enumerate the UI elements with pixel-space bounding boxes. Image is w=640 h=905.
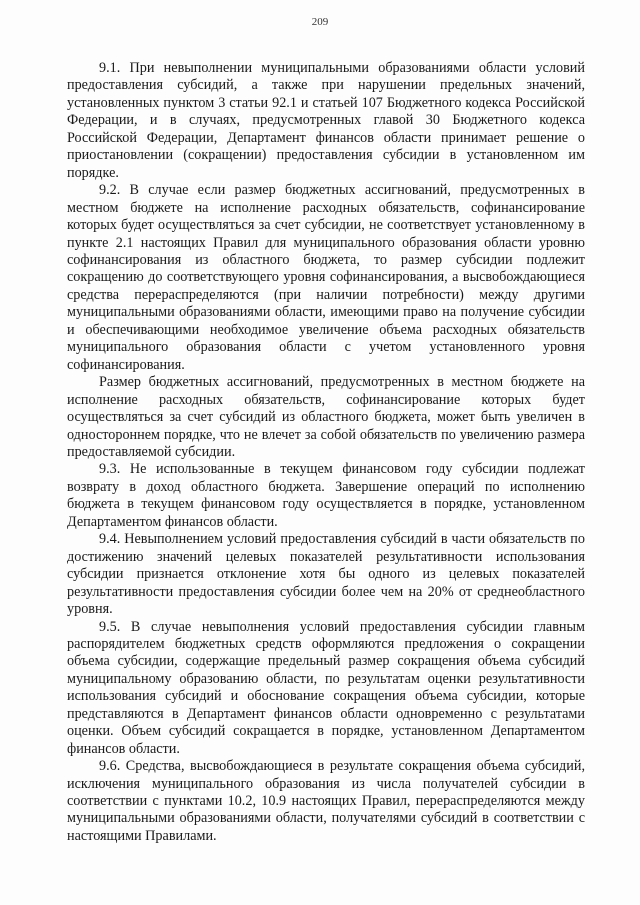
paragraph-9-3: 9.3. Не использованные в текущем финансовом году субсидии подлежат возврату в доход областного бюджета. Завершение операций по исполнению бюджета в текущем финансовом году осуществляется в порядке, установленном Департаментом финансов области. [67, 461, 585, 530]
paragraph-9-5: 9.5. В случае невыполнения условий предоставления субсидии главным распорядителем бюджетных средств оформляются предложения о сокращении объема субсидии, содержащие предельный размер сокращения объема субсидий муниципальному образованию области, по результатам оценки результативности использования субсидий и обоснование сокращения объема субсидии, которые представляются в Департамент финансов области одновременно с результатами оценки. Объем субсидий сокращается в порядке, установленном Департаментом финансов области. [67, 618, 585, 757]
paragraph-9-2: 9.2. В случае если размер бюджетных ассигнований, предусмотренных в местном бюджете на исполнение расходных обязательств, софинансирование которых будет осуществляться за счет субсидии, не соответствует установленному в пункте 2.1 настоящих Правил для муниципального образования области уровню софинансирования из областного бюджета, то размер субсидии подлежит сокращению до соответствующего уровня софинансирования, а высвобождающиеся средства перераспределяются (при наличии потребности) между другими муниципальными образованиями области, имеющими право на получение субсидии и обеспечивающими необходимое увеличение объема расходных обязательств муниципального образования области с учетом установленного уровня софинансирования. [67, 182, 585, 373]
paragraph-9-6: 9.6. Средства, высвобождающиеся в результате сокращения объема субсидий, исключения муниципального образования из числа получателей субсидии в соответствии с пунктами 10.2, 10.9 настоящих Правил, перераспределяются между муниципальными образованиями области, получателями субсидий в соответствии с настоящими Правилами. [67, 758, 585, 844]
page-number: 209 [311, 16, 329, 28]
paragraph-9-2-continuation: Размер бюджетных ассигнований, предусмотренных в местном бюджете на исполнение расходных обязательств, софинансирование которых будет осуществляться за счет субсидий из областного бюджета, может быть увеличен в одностороннем порядке, что не влечет за собой обязательств по увеличению размера предоставляемой субсидии. [67, 374, 585, 460]
paragraph-9-1: 9.1. При невыполнении муниципальными образованиями области условий предоставления субсидий, а также при нарушении предельных значений, установленных пунктом 3 статьи 92.1 и статьей 107 Бюджетного кодекса Российской Федерации, и в случаях, предусмотренных главой 30 Бюджетного кодекса Российской Федерации, Департамент финансов области принимает решение о приостановлении (сокращении) предоставления субсидии в установленном им порядке. [67, 60, 585, 181]
document-body [67, 60, 585, 845]
paragraph-9-4: 9.4. Невыполнением условий предоставления субсидий в части обязательств по достижению значений целевых показателей результативности использования субсидии признается отклонение хотя бы одного из целевых показателей результативности предоставления субсидии более чем на 20% от среднеобластного уровня. [67, 531, 585, 618]
